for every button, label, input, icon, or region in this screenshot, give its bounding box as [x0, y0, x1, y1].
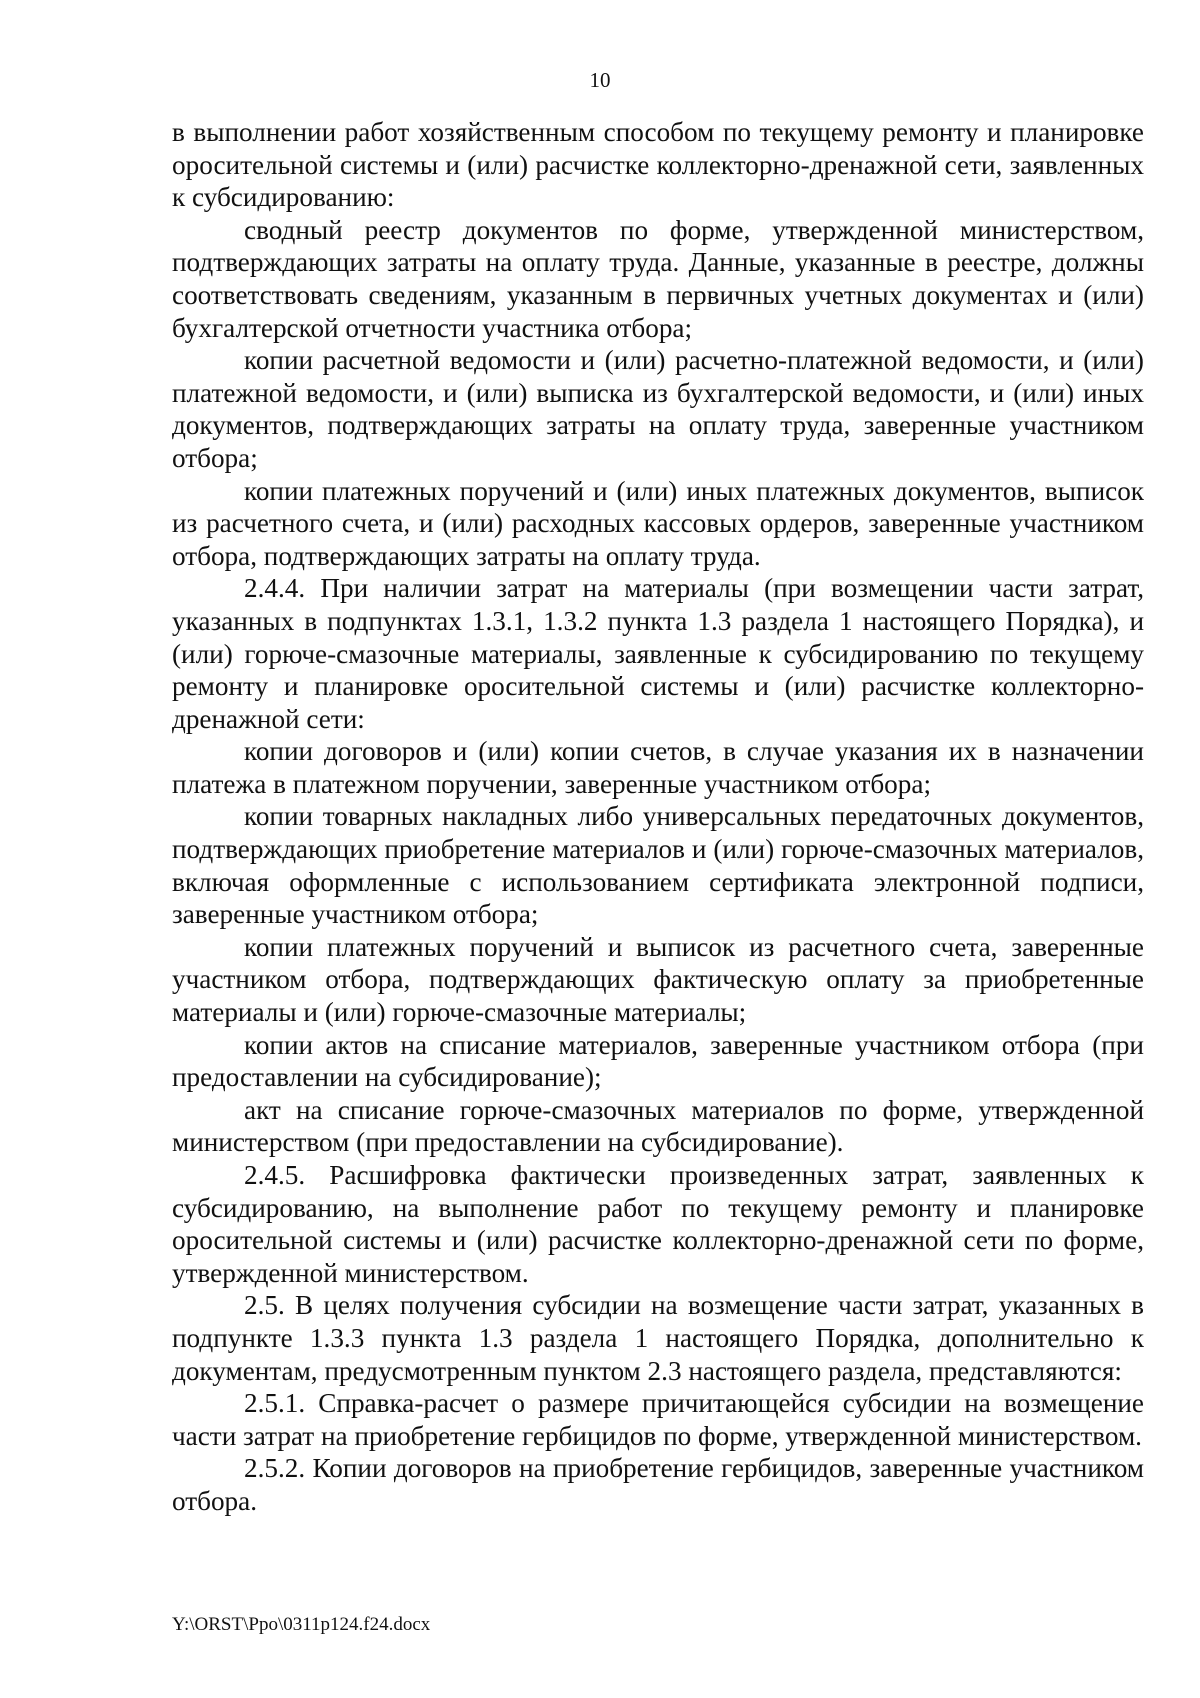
paragraph-2-5-1: 2.5.1. Справка-расчет о размере причитающейся субсидии на возмещение части затрат на приобретение гербицидов по форме, утвержденной министерством.	[172, 1388, 1144, 1451]
document-body	[172, 116, 1144, 1518]
paragraph-payroll-copies: копии расчетной ведомости и (или) расчетно-платежной ведомости, и (или) платежной ведомости, и (или) выписка из бухгалтерской ведомости, и (или) иных документов, подтверждающих затраты на оплату труда, заверенные участником отбора;	[172, 345, 1144, 473]
paragraph-writeoff-acts: копии актов на списание материалов, заверенные участником отбора (при предоставлении на субсидирование);	[172, 1029, 1144, 1093]
page-number: 10	[589, 68, 611, 92]
file-path-footer: Y:\ORST\Ppo\0311p124.f24.docx	[172, 1614, 431, 1635]
paragraph-payment-orders: копии платежных поручений и (или) иных платежных документов, выписок из расчетного счета, и (или) расходных кассовых ордеров, заверенные участником отбора, подтверждающих затраты на оплату труда.	[172, 475, 1144, 571]
paragraph-2-4-4: 2.4.4. При наличии затрат на материалы (при возмещении части затрат, указанных в подпунктах 1.3.1, 1.3.2 пункта 1.3 раздела 1 настоящего Порядка), и (или) горюче-смазочные материалы, заявленные к субсидированию по текущему ремонту и планировке оросительной системы и (или) расчистке коллекторно-дренажной сети:	[172, 573, 1144, 734]
paragraph-contracts-copies: копии договоров и (или) копии счетов, в случае указания их в назначении платежа в платежном поручении, заверенные участником отбора;	[172, 736, 1144, 799]
paragraph-invoices-copies: копии товарных накладных либо универсальных передаточных документов, подтверждающих приобретение материалов и (или) горюче-смазочных материалов, включая оформленные с использованием сертификата электронной подписи, заверенные участником отбора;	[172, 801, 1144, 930]
paragraph-2-4-5: 2.4.5. Расшифровка фактически произведенных затрат, заявленных к субсидированию, на выполнение работ по текущему ремонту и планировке оросительной системы и (или) расчистке коллекторно-дренажной сети по форме, утвержденной министерством.	[172, 1160, 1144, 1288]
paragraph-payment-statements: копии платежных поручений и выписок из расчетного счета, заверенные участником отбора, подтверждающих фактическую оплату за приобретенные материалы и (или) горюче-смазочные материалы;	[172, 931, 1144, 1028]
paragraph-2-5: 2.5. В целях получения субсидии на возмещение части затрат, указанных в подпункте 1.3.3 пункта 1.3 раздела 1 настоящего Порядка, дополнительно к документам, предусмотренным пунктом 2.3 настоящего раздела, представляются:	[172, 1290, 1144, 1386]
paragraph-2-5-2: 2.5.2. Копии договоров на приобретение гербицидов, заверенные участником отбора.	[172, 1453, 1144, 1516]
paragraph-fuel-writeoff: акт на списание горюче-смазочных материалов по форме, утвержденной министерством (при предоставлении на субсидирование).	[172, 1094, 1144, 1158]
paragraph-continuation: в выполнении работ хозяйственным способом по текущему ремонту и планировке оросительной системы и (или) расчистке коллекторно-дренажной сети, заявленных к субсидированию:	[172, 117, 1144, 213]
paragraph-summary-registry: сводный реестр документов по форме, утвержденной министерством, подтверждающих затраты на оплату труда. Данные, указанные в реестре, должны соответствовать сведениям, указанным в первичных учетных документах и (или) бухгалтерской отчетности участника отбора;	[172, 214, 1144, 343]
